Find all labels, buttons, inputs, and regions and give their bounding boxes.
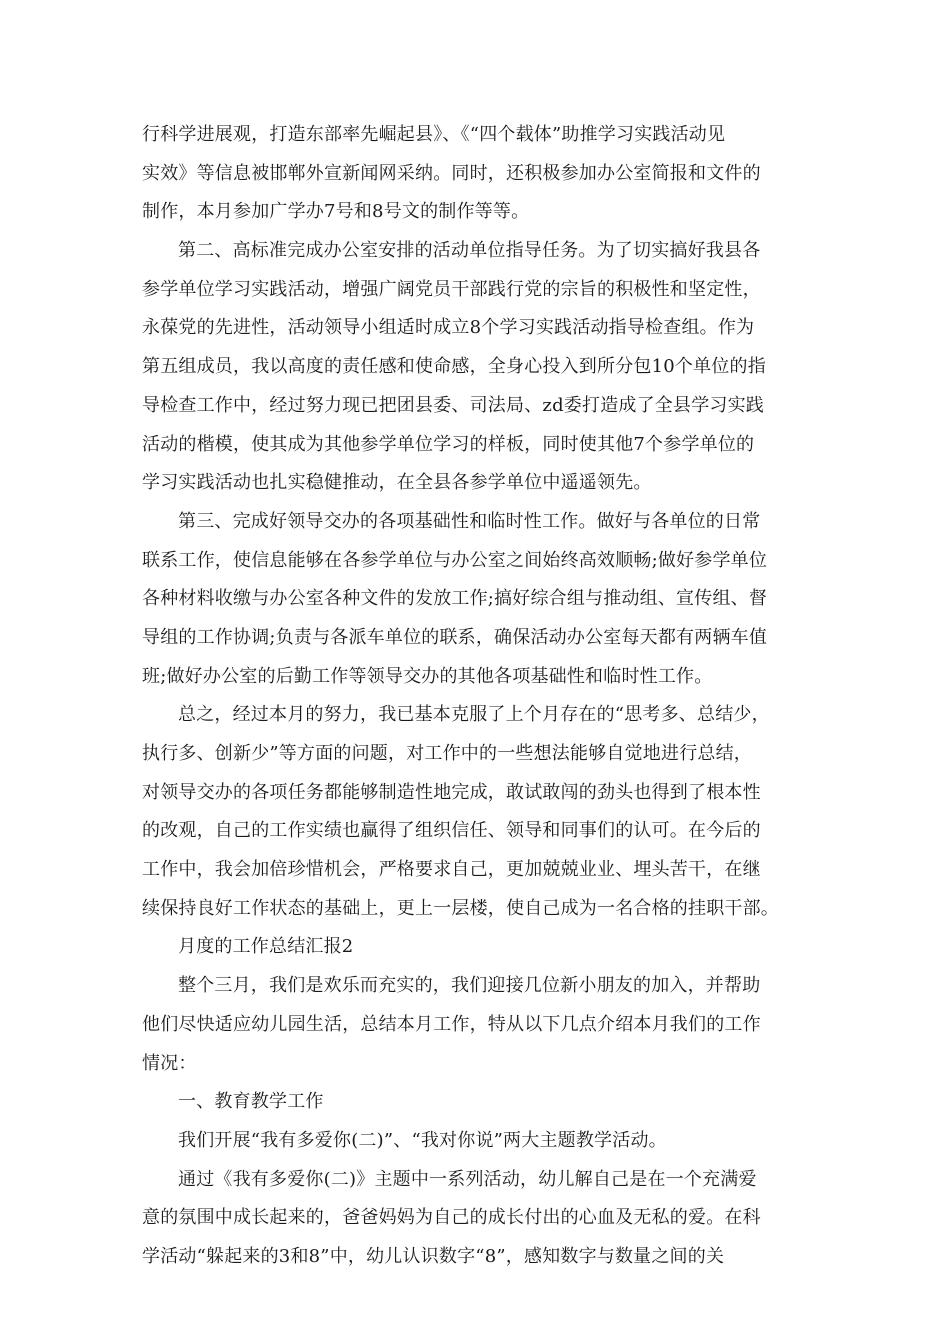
text-line: 第三、完成好领导交办的各项基础性和临时性工作。做好与各单位的日常 xyxy=(178,510,761,532)
text-line: 联系工作，使信息能够在各参学单位与办公室之间始终高效顺畅;做好参学单位 xyxy=(142,549,768,571)
text-line: 月度的工作总结汇报2 xyxy=(178,936,354,958)
document-body xyxy=(142,116,812,1277)
text-line: 续保持良好工作状态的基础上，更上一层楼，使自己成为一名合格的挂职干部。 xyxy=(142,897,779,919)
text-line: 制作，本月参加广学办7号和8号文的制作等等。 xyxy=(142,201,530,223)
text-line: 通过《我有多爱你(二)》主题中一系列活动，幼儿解自己是在一个充满爱 xyxy=(178,1168,757,1190)
text-line: 他们尽快适应幼儿园生活，总结本月工作，特从以下几点介绍本月我们的工作 xyxy=(142,1013,761,1035)
text-line: 学活动“躲起来的3和8”中，幼儿认识数字“8”，感知数字与数量之间的关 xyxy=(142,1245,725,1267)
text-line: 工作中，我会加倍珍惜机会，严格要求自己，更加兢兢业业、埋头苦干，在继 xyxy=(142,859,761,881)
text-line: 永葆党的先进性，活动领导小组适时成立8个学习实践活动指导检查组。作为 xyxy=(142,317,755,339)
text-line: 总之，经过本月的努力，我已基本克服了上个月存在的“思考多、总结少， xyxy=(178,704,770,726)
text-line: 实效》等信息被邯郸外宣新闻网采纳。同时，还积极参加办公室简报和文件的 xyxy=(142,162,761,184)
text-line: 执行多、创新少”等方面的问题，对工作中的一些想法能够自觉地进行总结， xyxy=(142,743,752,764)
text-line: 行科学进展观，打造东部率先崛起县》、《“四个载体”助推学习实践活动见 xyxy=(142,124,726,145)
text-line: 活动的楷模，使其成为其他参学单位学习的样板，同时使其他7个参学单位的 xyxy=(142,433,755,455)
text-line: 的改观，自己的工作实绩也赢得了组织信任、领导和同事们的认可。在今后的 xyxy=(142,820,761,842)
text-line: 第五组成员，我以高度的责任感和使命感，全身心投入到所分包10个单位的指 xyxy=(142,356,766,378)
text-line: 情况： xyxy=(142,1052,197,1074)
text-line: 学习实践活动也扎实稳健推动，在全县各参学单位中遥遥领先。 xyxy=(142,472,652,494)
text-line: 整个三月，我们是欢乐而充实的，我们迎接几位新小朋友的加入，并帮助 xyxy=(178,975,761,997)
text-line: 参学单位学习实践活动，增强广阔党员干部践行党的宗旨的积极性和坚定性， xyxy=(142,278,761,300)
text-line: 班;做好办公室的后勤工作等领导交办的其他各项基础性和临时性工作。 xyxy=(142,665,713,687)
text-line: 一、教育教学工作 xyxy=(178,1091,324,1113)
text-line: 导检查工作中，经过努力现已把团县委、司法局、zd委打造成了全县学习实践 xyxy=(142,394,765,416)
text-line: 各种材料收缴与办公室各种文件的发放工作;搞好综合组与推动组、宣传组、督 xyxy=(142,588,768,610)
text-line: 第二、高标准完成办公室安排的活动单位指导任务。为了切实搞好我县各 xyxy=(178,240,761,262)
text-line: 对领导交办的各项任务都能够制造性地完成，敢试敢闯的劲头也得到了根本性 xyxy=(142,781,761,803)
text-line: 我们开展“我有多爱你(二)”、“我对你说”两大主题教学活动。 xyxy=(178,1129,667,1151)
text-line: 意的氛围中成长起来的，爸爸妈妈为自己的成长付出的心血及无私的爱。在科 xyxy=(142,1207,761,1229)
text-line: 导组的工作协调;负责与各派车单位的联系，确保活动办公室每天都有两辆车值 xyxy=(142,626,768,648)
